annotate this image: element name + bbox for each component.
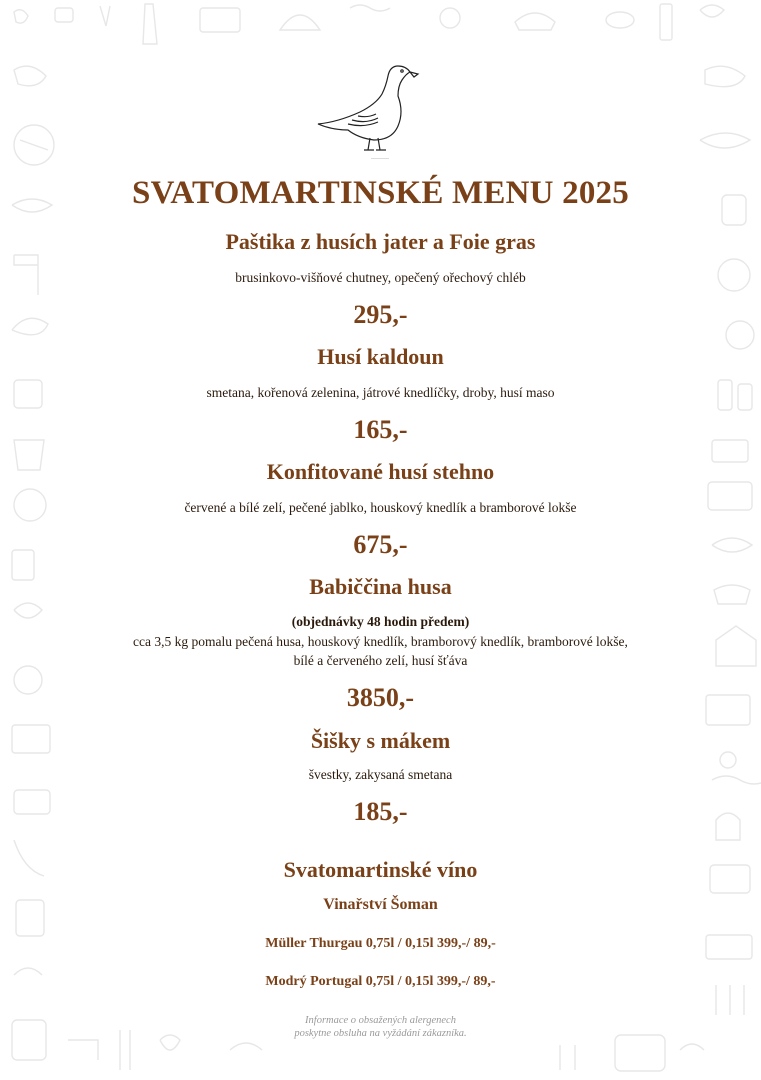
- allergen-line: poskytne obsluha na vyžádání zákazníka.: [294, 1028, 467, 1039]
- dish-description: smetana, kořenová zelenina, játrové knedlíčky, droby, husí maso: [206, 385, 555, 400]
- dish-name: Paštika z husích jater a Foie gras: [225, 229, 536, 254]
- dish-price: 675,-: [353, 530, 408, 559]
- allergen-line: Informace o obsažených alergenech: [305, 1015, 456, 1026]
- dish-price: 295,-: [353, 300, 408, 329]
- wine-item: Müller Thurgau 0,75l / 0,15l 399,-/ 89,-: [265, 936, 496, 951]
- dish-description: švestky, zakysaná smetana: [308, 767, 453, 782]
- dish-description: červené a bílé zelí, pečené jablko, houskový knedlík a bramborové lokše: [184, 500, 577, 515]
- winery-name: Vinařství Šoman: [323, 896, 438, 913]
- allergen-note: [0, 1014, 761, 1040]
- menu-title: SVATOMARTINSKÉ MENU 2025: [132, 175, 629, 211]
- dish-description: brusinkovo-višňové chutney, opečený ořechový chléb: [235, 270, 526, 285]
- dish-description: bílé a červeného zelí, husí šťáva: [293, 653, 468, 668]
- dish-name: Šišky s mákem: [310, 728, 451, 753]
- dish-price: 3850,-: [346, 683, 415, 712]
- goose-illustration: [312, 58, 422, 153]
- dish-name: Konfitované husí stehno: [266, 459, 495, 484]
- wine-item: Modrý Portugal 0,75l / 0,15l 399,-/ 89,-: [265, 974, 496, 989]
- divider: [371, 158, 389, 159]
- dish-name: Husí kaldoun: [317, 344, 444, 369]
- wine-section-title: Svatomartinské víno: [283, 857, 478, 882]
- dish-name: Babiččina husa: [309, 574, 452, 599]
- dish-price: 185,-: [353, 797, 408, 826]
- dish-price: 165,-: [353, 415, 408, 444]
- dish-description: cca 3,5 kg pomalu pečená husa, houskový knedlík, bramborový knedlík, bramborové lokše,: [133, 634, 628, 649]
- dish-note: (objednávky 48 hodin předem): [291, 614, 470, 629]
